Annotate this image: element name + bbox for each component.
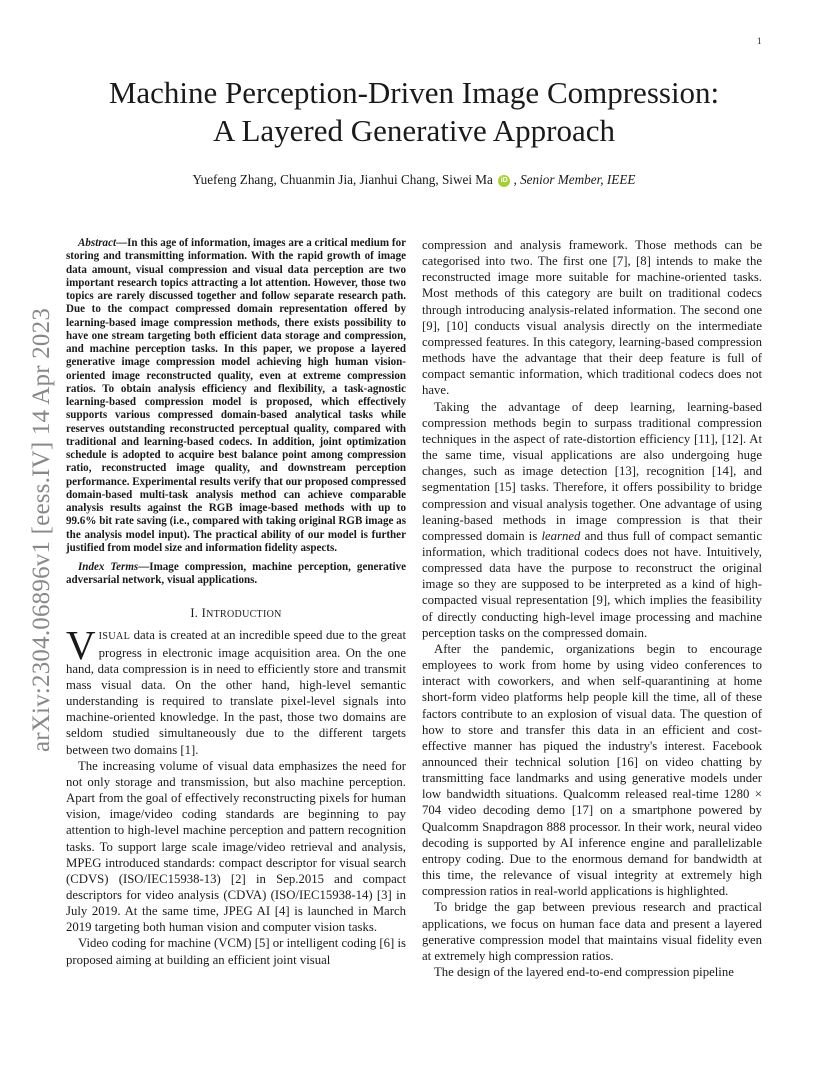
intro-paragraph-3: Video coding for machine (VCM) [5] or intelligent coding [6] is proposed aiming at building an efficient joint visual [66,936,406,967]
section-heading-introduction: I. INTRODUCTION [190,605,282,620]
paper-title [60,74,768,150]
drop-cap-word: ISUAL [98,630,131,642]
index-terms-body: —Image compression, machine perception, generative adversarial network, visual applications. [66,561,406,587]
index-terms-lead: Index Terms [78,561,139,573]
right-column [422,237,762,980]
intro-paragraph-4: Taking the advantage of deep learning, learning-based compression methods begin to surpass traditional compression techniques in the aspect of rate-distortion efficiency [11], [12]. At the same time, visual applications are also undergoing huge changes, such as image detection [13], recognition [14], and segmentation [15] tasks. Therefore, it offers possibility to bridge compression and visual analysis together. One advantage of using leaning-based methods in image compression is that their compressed domain is learned and thus full of compact semantic information, which traditional codecs does not have. Intuitively, compressed data have the purpose to reconstruct the original image so they are supposed to be interpreted as a kind of high-compacted visual representation [9], which implies the feasibility of directly conducting high-level image processing and machine perception tasks on the compressed domain. [422,399,763,640]
abstract-lead: Abstract [78,237,117,249]
arxiv-stamp: arXiv:2304.06896v1 [eess.IV] 14 Apr 2023 [28,307,55,753]
left-column [66,237,406,968]
page-number: 1 [757,36,762,46]
intro-paragraph-5: After the pandemic, organizations begin to encourage employees to work from home by using video conferences to interact with coworkers, and when self-quarantining at home short-form video platforms help people kill the time, all of these factors contribute to an explosion of visual data. The question of how to store and transfer this data in an efficient and cost-effective manner has piqued the industry's interest. Facebook announced their technical solution [16] on video chatting by transmitting face landmarks and using generative models under low bandwidth situations. Qualcomm released real-time 1280 × 704 video decoding demo [17] on a smartphone powered by Qualcomm Snapdragon 888 processor. In their work, neural video decoding is supported by AI inference engine and parallelizable entropy coding. Due to the enormous demand for bandwidth at this time, the relevance of visual integrity at extremely high compression ratios in real-world applications is highlighted. [422,641,762,899]
abstract [66,237,406,555]
index-terms [66,561,406,588]
abstract-body: —In this age of information, images are a critical medium for storing and transmitting information. With the rapid growth of image data amount, visual compression and visual data perception are two important research topics attracting a lot attention. However, those two topics are rarely discussed together and follow separate research path. Due to the compact compressed domain representation offered by learning-based image compression methods, there exists possibility to have one stream targeting both efficient data storage and compression, and machine perception tasks. In this paper, we propose a layered generative image compression model achieving high human vision-oriented image reconstructed quality, even at extreme compression ratios. To obtain analysis efficiency and flexibility, a task-agnostic learning-based compression model is proposed, which effectively supports various compressed domain-based analytical tasks while reserves outstanding reconstructed perceptual quality, compared with traditional and learning-based codecs. In addition, joint optimization schedule is adopted to acquire best balance point among compression ratio, reconstructed image quality, and downstream perception performance. Experimental results verify that our proposed compressed domain-based multi-task analysis method can achieve comparable analysis results against the RGB image-based methods with up to 99.6% bit rate saving (i.e., compared with taking original RGB image as the analysis model input). The practical ability of our model is further justified from model size and information fidelity aspects. [66,237,406,554]
intro-paragraph-3-continued: compression and analysis framework. Those methods can be categorised into two. The first one [7], [8] intends to make the reconstructed image more suitable for machine-oriented tasks. Most methods of this category are built on traditional codecs through introducing analysis-related information. The second one [9], [10] conducts visual analysis directly on the intermediate compressed features. In this category, learning-based compression methods have the advantage that their deep feature is full of compact semantic information, which traditional codecs does not have. [422,238,762,398]
intro-paragraph-1: VISUAL data is created at an incredible speed due to the great progress in electronic image acquisition area. On the one hand, data compression is in need to efficiently store and transmit mass visual data. On the other hand, high-level semantic understanding is required to translate pixel-level signals into machine-oriented knowledge. In the past, those two domains are seldom studied simultaneously due to the different targets between two domains [1]. [66,621,406,757]
title-line-1: Machine Perception-Driven Image Compression: [108,75,720,110]
intro-paragraph-6: To bridge the gap between previous research and practical applications, we focus on human face data and present a layered generative compression model that maintains visual fidelity even at extremely high compression ratios. [422,900,762,963]
drop-cap: V [66,621,96,668]
abstract-text [66,237,406,555]
author-affiliation: , Senior Member, IEEE [513,172,636,187]
title-line-2: A Layered Generative Approach [213,113,615,148]
intro-paragraph-7: The design of the layered end-to-end compression pipeline [434,965,734,980]
intro-paragraph-2: The increasing volume of visual data emphasizes the need for not only storage and transmission, but also machine perception. Apart from the goal of effectively reconstructing pixels for human vision, image/video coding standards are beginning to pay attention to high-level machine perception and pattern recognition tasks. To support large scale image/video retrieval and analysis, MPEG introduced standards: compact descriptor for visual search (CDVS) (ISO/IEC15938-13) [2] in Sep.2015 and compact descriptors for video analysis (CDVA) (ISO/IEC15938-14) [3] in July 2019. At the same time, JPEG AI [4] is launched in March 2019 targeting both human vision and computer vision tasks. [66,758,406,935]
author-names: Yuefeng Zhang, Chuanmin Jia, Jianhui Chang, Siwei Ma [192,172,493,187]
author-line [60,171,768,189]
orcid-icon[interactable]: iD [498,175,510,187]
